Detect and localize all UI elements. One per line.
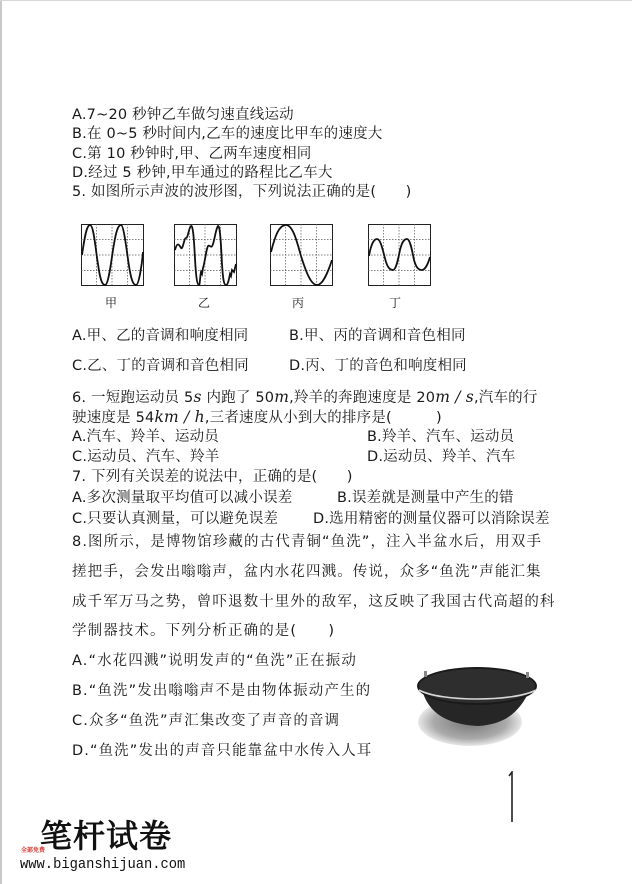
q7-option-c: C.只要认真测量，可以避免误差 — [72, 511, 279, 527]
q5-option-b: B.甲、丙的音调和音色相同 — [289, 328, 466, 344]
q6-stem-line1: 6. 一短跑运动员 5s 内跑了 50m,羚羊的奔跑速度是 20m / s,汽车的行 — [72, 388, 538, 406]
watermark-title: 笔杆试卷 — [40, 817, 173, 855]
q8-option-b: B.“鱼洗”发出嗡嗡声不是由物体振动产生的 — [72, 683, 372, 699]
q6-stem-line2: 驶速度是 54km / h,三者速度从小到大的排序是( ) — [72, 408, 442, 426]
q5-option-c: C.乙、丁的音调和音色相同 — [72, 358, 249, 374]
q4-option-b: B.在 0~5 秒时间内,乙车的速度比甲车的速度大 — [72, 126, 383, 142]
q5-option-a: A.甲、乙的音调和响度相同 — [72, 328, 249, 344]
waveform-label-bing: 丙 — [292, 296, 305, 310]
q7-option-b: B.误差就是测量中产生的错 — [337, 490, 514, 506]
q4-option-d: D.经过 5 秒钟,甲车通过的路程比乙车大 — [72, 165, 333, 181]
watermark-tag: 全部免费 — [21, 847, 46, 854]
q7-stem: 7. 下列有关误差的说法中，正确的是( ) — [72, 469, 353, 485]
waveform-ding — [368, 224, 431, 286]
q8-stem-line2: 搓把手，会发出嗡嗡声，盆内水花四溅。传说，众多“鱼洗”声能汇集 — [72, 564, 542, 580]
bronze-basin-image — [410, 662, 545, 748]
q8-stem-line1: 8.图所示，是博物馆珍藏的古代青铜“鱼洗”，注入半盆水后，用双手 — [72, 534, 543, 550]
q8-option-a: A.“水花四溅”说明发声的“鱼洗”正在振动 — [72, 653, 357, 669]
q4-option-a: A.7~20 秒钟乙车做匀速直线运动 — [72, 107, 294, 123]
page-left-border — [0, 0, 2, 884]
q7-option-a: A.多次测量取平均值可以减小误差 — [72, 490, 293, 506]
q8-option-d: D.“鱼洗”发出的声音只能靠盆中水传入人耳 — [72, 743, 373, 759]
waveform-label-ding: 丁 — [389, 296, 402, 310]
q4-option-c: C.第 10 秒钟时,甲、乙两车速度相同 — [72, 146, 312, 162]
q8-option-c: C.众多“鱼洗”声汇集改变了声音的音调 — [72, 713, 341, 729]
q8-stem-line3: 成千军万马之势，曾吓退数十里外的敌军，这反映了我国古代高超的科 — [72, 594, 556, 610]
q5-option-d: D.丙、丁的音色和响度相同 — [289, 358, 467, 374]
waveform-label-jia: 甲 — [105, 296, 118, 310]
q5-stem: 5. 如图所示声波的波形图，下列说法正确的是( ) — [72, 184, 412, 200]
q6-option-a: A.汽车、羚羊、运动员 — [72, 429, 219, 445]
watermark-url[interactable]: www.biganshijuan.com — [20, 857, 186, 873]
page-top-border — [0, 0, 632, 1]
waveform-jia — [81, 224, 144, 286]
q6-option-c: C.运动员、汽车、羚羊 — [72, 449, 220, 465]
waveform-yi — [174, 224, 237, 286]
q6-option-b: B.羚羊、汽车、运动员 — [367, 429, 515, 445]
q7-option-d: D.选用精密的测量仪器可以消除误差 — [313, 511, 550, 527]
page-number — [507, 771, 515, 823]
q6-option-d: D.运动员、羚羊、汽车 — [367, 449, 516, 465]
waveform-bing — [270, 224, 333, 286]
waveform-label-yi: 乙 — [198, 296, 211, 310]
q8-stem-line4: 学制器技术。下列分析正确的是( ) — [72, 623, 336, 639]
